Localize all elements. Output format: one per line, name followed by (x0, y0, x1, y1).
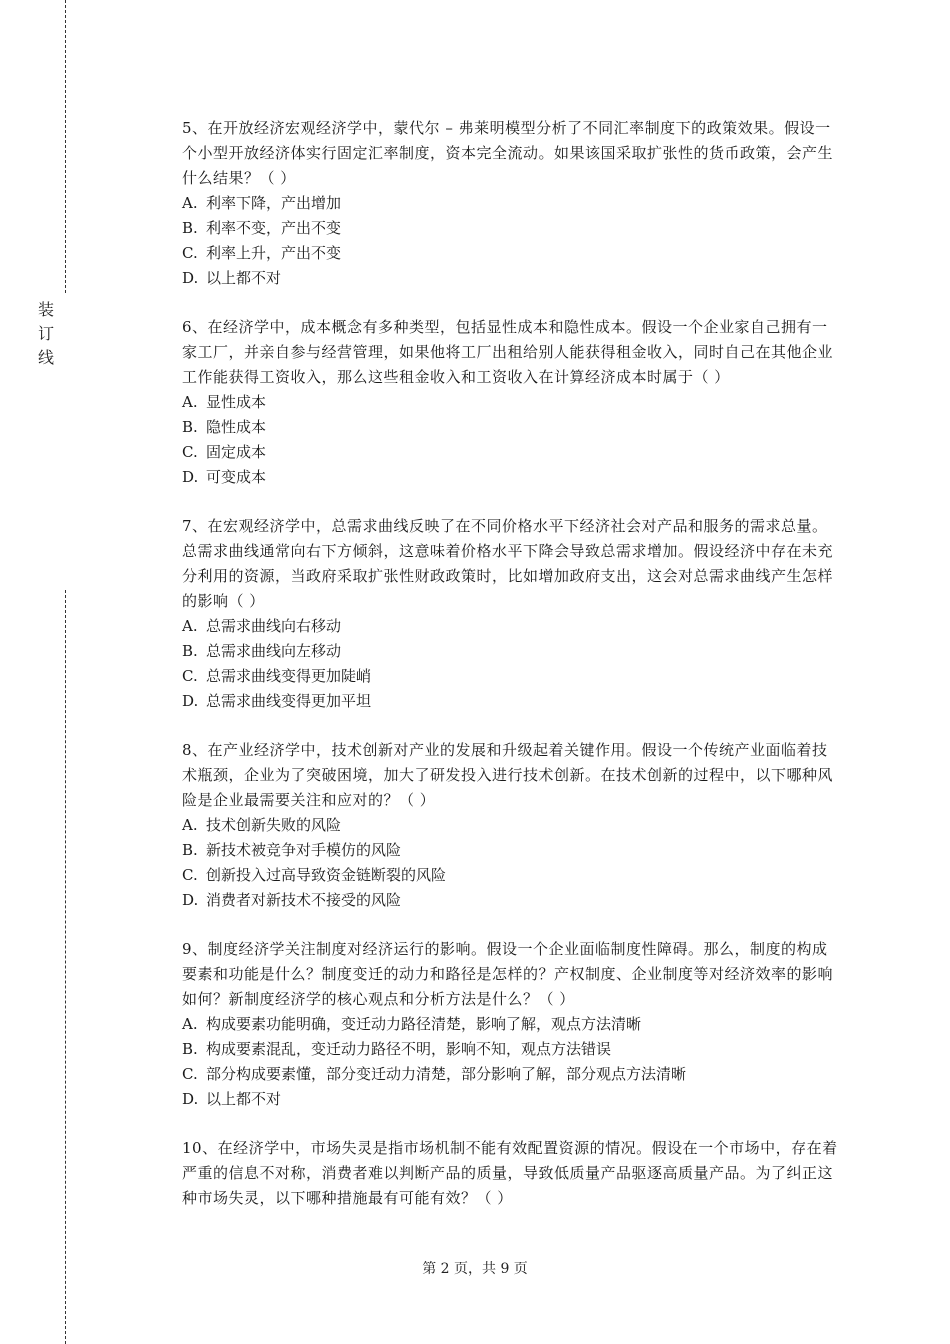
option-letter: A. (182, 393, 198, 411)
option-text: 总需求曲线变得更加陡峭 (206, 667, 372, 685)
option-b[interactable] (182, 216, 842, 241)
option-c[interactable] (182, 664, 842, 689)
option-letter: D. (182, 269, 199, 287)
option-text: 技术创新失败的风险 (206, 816, 342, 834)
option-a[interactable] (182, 191, 842, 216)
option-letter: C. (182, 1065, 198, 1083)
option-letter: B. (182, 642, 198, 660)
option-letter: A. (182, 194, 198, 212)
option-text: 构成要素功能明确，变迁动力路径清楚，影响了解，观点方法清晰 (206, 1015, 642, 1033)
question-9 (182, 937, 842, 1112)
option-text: 显性成本 (206, 393, 267, 411)
question-8 (182, 738, 842, 913)
option-a[interactable] (182, 390, 842, 415)
option-letter: B. (182, 841, 198, 859)
option-text: 隐性成本 (206, 418, 267, 436)
option-text: 创新投入过高导致资金链断裂的风险 (206, 866, 447, 884)
option-text: 部分构成要素懂，部分变迁动力清楚，部分影响了解，部分观点方法清晰 (206, 1065, 687, 1083)
question-text: 10、在经济学中，市场失灵是指市场机制不能有效配置资源的情况。假设在一个市场中，存在着严重的信息不对称，消费者难以判断产品的质量，导致低质量产品驱逐高质量产品。为了纠正这种市场失灵，以下哪种措施最有可能有效？（ ） (182, 1139, 838, 1207)
binding-label (36, 298, 56, 370)
option-a[interactable] (182, 614, 842, 639)
option-letter: C. (182, 443, 198, 461)
binding-label-char: 订 (37, 324, 54, 343)
option-d[interactable] (182, 689, 842, 714)
binding-dashed-line-bottom (65, 590, 66, 1344)
option-letter: C. (182, 667, 198, 685)
option-text: 可变成本 (206, 468, 267, 486)
option-text: 新技术被竞争对手模仿的风险 (206, 841, 402, 859)
question-text: 8、在产业经济学中，技术创新对产业的发展和升级起着关键作用。假设一个传统产业面临着技术瓶颈，企业为了突破困境，加大了研发投入进行技术创新。在技术创新的过程中，以下哪种风险是企业最需要关注和应对的？（ ） (182, 741, 834, 809)
binding-label-char: 线 (37, 348, 54, 367)
option-b[interactable] (182, 415, 842, 440)
option-a[interactable] (182, 1012, 842, 1037)
option-text: 以上都不对 (206, 1090, 282, 1108)
option-text: 总需求曲线向左移动 (206, 642, 342, 660)
option-letter: A. (182, 816, 198, 834)
option-d[interactable] (182, 888, 842, 913)
option-letter: A. (182, 1015, 198, 1033)
option-letter: B. (182, 418, 198, 436)
option-d[interactable] (182, 266, 842, 291)
question-text: 7、在宏观经济学中，总需求曲线反映了在不同价格水平下经济社会对产品和服务的需求总量。总需求曲线通常向右下方倾斜，这意味着价格水平下降会导致总需求增加。假设经济中存在未充分利用的资源，当政府采取扩张性财政政策时，比如增加政府支出，这会对总需求曲线产生怎样的影响（ ） (182, 517, 834, 610)
option-text: 总需求曲线变得更加平坦 (206, 692, 372, 710)
question-text: 6、在经济学中，成本概念有多种类型，包括显性成本和隐性成本。假设一个企业家自己拥有一家工厂，并亲自参与经营管理，如果他将工厂出租给别人能获得租金收入，同时自己在其他企业工作能获得工资收入，那么这些租金收入和工资收入在计算经济成本时属于（ ） (182, 318, 834, 386)
option-letter: D. (182, 891, 199, 909)
option-letter: D. (182, 692, 199, 710)
question-7 (182, 514, 842, 714)
option-a[interactable] (182, 813, 842, 838)
option-text: 消费者对新技术不接受的风险 (206, 891, 402, 909)
option-letter: C. (182, 244, 198, 262)
option-d[interactable] (182, 465, 842, 490)
option-c[interactable] (182, 1062, 842, 1087)
question-text: 9、制度经济学关注制度对经济运行的影响。假设一个企业面临制度性障碍。那么，制度的构成要素和功能是什么？制度变迁的动力和路径是怎样的？产权制度、企业制度等对经济效率的影响如何？新制度经济学的核心观点和分析方法是什么？（ ） (182, 940, 834, 1008)
option-letter: C. (182, 866, 198, 884)
option-c[interactable] (182, 440, 842, 465)
option-text: 以上都不对 (206, 269, 282, 287)
option-text: 利率下降，产出增加 (206, 194, 342, 212)
page-number: 第 2 页，共 9 页 (422, 1261, 528, 1277)
question-text: 5、在开放经济宏观经济学中，蒙代尔 – 弗莱明模型分析了不同汇率制度下的政策效果。假设一个小型开放经济体实行固定汇率制度，资本完全流动。如果该国采取扩张性的货币政策，会产生什么结果？（ ） (182, 119, 834, 187)
option-c[interactable] (182, 863, 842, 888)
binding-dashed-line-top (65, 0, 66, 293)
option-d[interactable] (182, 1087, 842, 1112)
option-text: 利率不变，产出不变 (206, 219, 342, 237)
option-text: 固定成本 (206, 443, 267, 461)
binding-label-char: 装 (37, 300, 54, 319)
option-letter: A. (182, 617, 198, 635)
question-5 (182, 116, 842, 291)
option-b[interactable] (182, 1037, 842, 1062)
option-letter: D. (182, 468, 199, 486)
option-b[interactable] (182, 639, 842, 664)
question-10 (182, 1136, 842, 1211)
question-list (182, 116, 842, 1235)
option-text: 总需求曲线向右移动 (206, 617, 342, 635)
option-b[interactable] (182, 838, 842, 863)
option-letter: D. (182, 1090, 199, 1108)
option-letter: B. (182, 219, 198, 237)
option-text: 构成要素混乱，变迁动力路径不明，影响不知，观点方法错误 (206, 1040, 612, 1058)
option-c[interactable] (182, 241, 842, 266)
option-letter: B. (182, 1040, 198, 1058)
question-6 (182, 315, 842, 490)
option-text: 利率上升，产出不变 (206, 244, 342, 262)
